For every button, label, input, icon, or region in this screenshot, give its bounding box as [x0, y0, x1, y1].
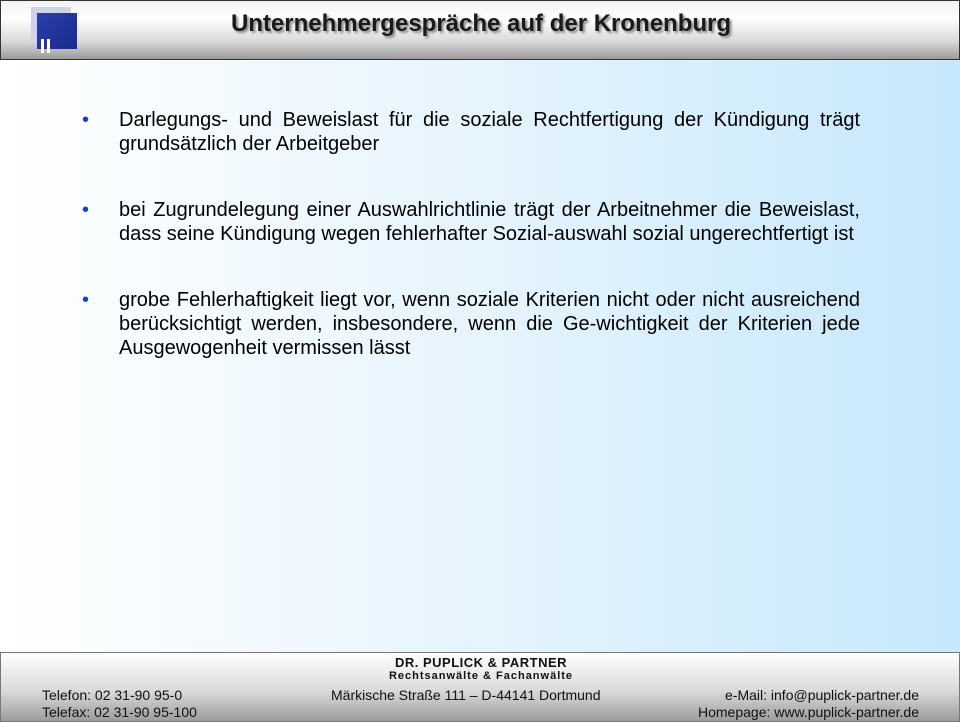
firm-subtitle: Rechtsanwälte & Fachanwälte — [388, 670, 574, 682]
page-title: Unternehmergespräche auf der Kronenburg — [230, 10, 732, 37]
header-bar — [0, 0, 960, 60]
logo-bar-right — [47, 39, 50, 53]
bullet-icon: • — [82, 109, 90, 131]
firm-name: DR. PUPLICK & PARTNER — [394, 655, 568, 670]
bullet-list — [82, 108, 860, 360]
bullet-item-1 — [82, 108, 860, 156]
logo-bar-left — [41, 39, 44, 53]
bullet-icon: • — [82, 199, 90, 221]
footer-email-link[interactable]: e-Mail: info@puplick-partner.de — [725, 687, 919, 703]
bullet-icon: • — [82, 289, 90, 311]
bullet-text-2: bei Zugrundelegung einer Auswahlrichtlinie trägt der Arbeitnehmer die Beweislast, dass seine Kündigung wegen fehlerhafter Sozial-auswahl sozial ungerechtfertigt ist — [119, 199, 860, 245]
bullet-item-3 — [82, 288, 860, 360]
bullet-text-3: grobe Fehlerhaftigkeit liegt vor, wenn soziale Kriterien nicht oder nicht ausreichend berücksichtigt werden, insbesondere, wenn die Ge-wichtigkeit der Kriterien jede Ausgewogenheit vermissen lässt — [119, 289, 860, 359]
bullet-item-2 — [82, 198, 860, 246]
footer-fax: Telefax: 02 31-90 95-100 — [42, 704, 197, 720]
footer-bar — [0, 652, 960, 722]
bullet-text-1: Darlegungs- und Beweislast für die soziale Rechtfertigung der Kündigung trägt grundsätzlich der Arbeitgeber — [119, 109, 860, 155]
footer-phone: Telefon: 02 31-90 95-0 — [42, 687, 183, 703]
footer-homepage-link[interactable]: Homepage: www.puplick-partner.de — [697, 704, 919, 720]
footer-address: Märkische Straße 111 – D-44141 Dortmund — [331, 687, 601, 703]
